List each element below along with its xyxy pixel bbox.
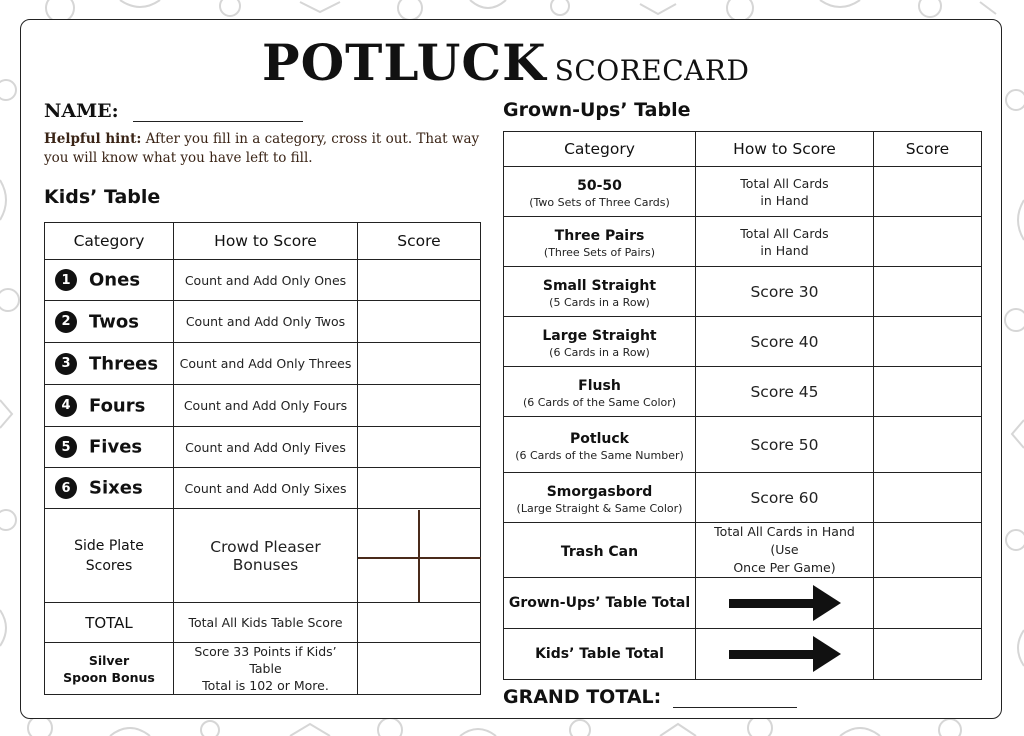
table-row: [504, 217, 982, 267]
hint-label: Helpful hint:: [44, 131, 142, 147]
category-label: Twos: [89, 311, 140, 332]
side-plate-label-1: Side Plate: [74, 537, 144, 554]
header-category: Category: [45, 223, 174, 260]
score-cell[interactable]: [874, 629, 982, 680]
how-to-score: Count and Add Only Ones: [174, 260, 358, 301]
number-circle-icon: 1: [55, 269, 77, 291]
table-row: [504, 523, 982, 578]
kids-score-table: [44, 222, 481, 695]
category-sub: (Two Sets of Three Cards): [529, 195, 670, 209]
category-sub: (6 Cards of the Same Color): [522, 395, 677, 409]
title-sub: SCORECARD: [554, 54, 750, 87]
number-circle-icon: 2: [55, 311, 77, 333]
score-cell[interactable]: [874, 367, 982, 417]
score-cell[interactable]: [874, 267, 982, 317]
how-to-score: Score 40: [696, 317, 874, 367]
score-cell[interactable]: [358, 260, 481, 301]
table-row: [504, 367, 982, 417]
side-plate-how: Crowd Pleaser Bonuses: [174, 509, 358, 603]
how-to-score: Score 50: [696, 417, 874, 473]
score-cell[interactable]: [874, 217, 982, 267]
grand-total-blank-line[interactable]: [673, 689, 797, 708]
category-label: Sixes: [89, 477, 143, 499]
how-line-1: Total All Cards in Hand (Use: [714, 524, 855, 557]
table-row: [504, 417, 982, 473]
side-plate-score-grid[interactable]: [358, 509, 481, 603]
side-plate-row: [45, 509, 481, 603]
hint-text: After you fill in a category, cross it out. That way you will know what you have left to fill.: [44, 131, 480, 166]
table-header-row: [504, 132, 982, 167]
total-how: Total All Kids Table Score: [174, 603, 358, 643]
total-label: TOTAL: [45, 603, 174, 643]
category-label: Three Pairs: [554, 227, 645, 244]
score-cell[interactable]: [358, 427, 481, 468]
kids-table-title: Kids’ Table: [44, 186, 161, 208]
table-row: [45, 301, 481, 343]
silver-label-2: Spoon Bonus: [63, 669, 155, 685]
score-cell[interactable]: [874, 523, 982, 578]
header-score: Score: [874, 132, 982, 167]
score-cell[interactable]: [874, 473, 982, 523]
silver-how-1: Score 33 Points if Kids’ Table: [194, 644, 337, 676]
grownups-total-label: Grown-Ups’ Table Total: [504, 578, 696, 629]
how-to-score: Count and Add Only Fours: [174, 385, 358, 427]
category-sub: (Three Sets of Pairs): [543, 245, 656, 259]
how-to-score: Score 60: [696, 473, 874, 523]
category-label: Smorgasbord: [546, 483, 653, 500]
how-to-score: Count and Add Only Fives: [174, 427, 358, 468]
name-field: [44, 98, 324, 122]
kids-total-label: Kids’ Table Total: [504, 629, 696, 680]
table-header-row: [45, 223, 481, 260]
score-cell[interactable]: [874, 417, 982, 473]
table-row: [45, 343, 481, 385]
title-main: POTLUCK: [262, 33, 547, 92]
silver-spoon-row: [45, 643, 481, 695]
score-cell[interactable]: [874, 317, 982, 367]
category-sub: (6 Cards of the Same Number): [515, 448, 684, 462]
score-cell[interactable]: [874, 578, 982, 629]
category-label: Trash Can: [560, 543, 639, 560]
score-cell[interactable]: [358, 343, 481, 385]
kids-total-row: [45, 603, 481, 643]
how-to-score: Count and Add Only Twos: [174, 301, 358, 343]
silver-how-2: Total is 102 or More.: [202, 678, 329, 693]
table-row: [45, 468, 481, 509]
number-circle-icon: 3: [55, 353, 77, 375]
grand-total-label: GRAND TOTAL:: [503, 686, 662, 708]
table-row: [504, 267, 982, 317]
table-row: [504, 473, 982, 523]
category-label: Flush: [578, 377, 621, 394]
score-cell[interactable]: [358, 468, 481, 509]
grownups-score-table: [503, 131, 982, 680]
category-label: Fours: [89, 395, 146, 416]
score-cell[interactable]: [358, 301, 481, 343]
how-to-score: Count and Add Only Sixes: [174, 468, 358, 509]
how-to-score: Count and Add Only Threes: [174, 343, 358, 385]
table-row: [504, 167, 982, 217]
category-label: Threes: [89, 353, 159, 374]
score-cell[interactable]: [874, 167, 982, 217]
how-line-2: in Hand: [760, 242, 809, 258]
category-label: 50-50: [577, 177, 622, 194]
score-cell[interactable]: [358, 643, 481, 695]
header-score: Score: [358, 223, 481, 260]
grownups-table-title: Grown-Ups’ Table: [503, 99, 691, 121]
number-circle-icon: 4: [55, 395, 77, 417]
how-line-1: Total All Cards: [740, 225, 829, 241]
category-label: Fives: [89, 436, 143, 458]
name-label: NAME:: [44, 100, 119, 122]
right-arrow-icon: [729, 585, 841, 621]
how-line-2: in Hand: [760, 192, 809, 208]
grownups-total-row: [504, 578, 982, 629]
score-cell[interactable]: [358, 603, 481, 643]
how-to-score: Score 45: [696, 367, 874, 417]
header-category: Category: [504, 132, 696, 167]
header-how-to-score: How to Score: [174, 223, 358, 260]
table-row: [45, 427, 481, 468]
how-line-2: Once Per Game): [733, 560, 836, 575]
number-circle-icon: 5: [55, 436, 77, 458]
category-sub: (Large Straight & Same Color): [516, 501, 683, 515]
category-label: Potluck: [570, 430, 629, 447]
header-how-to-score: How to Score: [696, 132, 874, 167]
side-plate-divider-lines: [358, 510, 481, 602]
table-row: [504, 317, 982, 367]
category-label: Small Straight: [542, 277, 657, 294]
how-line-1: Total All Cards: [740, 175, 829, 191]
right-arrow-icon: [729, 636, 841, 672]
side-plate-label-2: Scores: [85, 557, 133, 574]
page-title: [262, 28, 782, 92]
kids-total-row: [504, 629, 982, 680]
silver-label-1: Silver: [88, 652, 130, 668]
grand-total-field: [503, 684, 823, 708]
category-sub: (5 Cards in a Row): [549, 295, 650, 309]
category-sub: (6 Cards in a Row): [549, 345, 650, 359]
helpful-hint: [44, 130, 484, 168]
number-circle-icon: 6: [55, 477, 77, 499]
table-row: [45, 385, 481, 427]
how-to-score: Score 30: [696, 267, 874, 317]
table-row: [45, 260, 481, 301]
name-blank-line[interactable]: [133, 101, 303, 122]
category-label: Large Straight: [542, 327, 657, 344]
category-label: Ones: [89, 269, 141, 291]
score-cell[interactable]: [358, 385, 481, 427]
